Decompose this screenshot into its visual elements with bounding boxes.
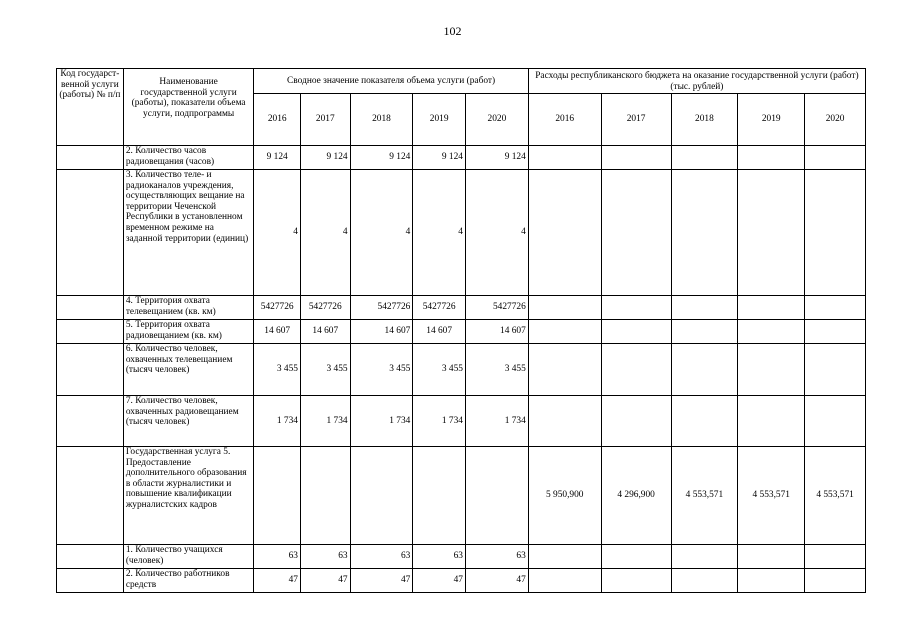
row-code bbox=[57, 146, 124, 170]
row-name: 4. Территория охвата телевещанием (кв. км) bbox=[123, 296, 254, 320]
expense-cell bbox=[671, 320, 738, 344]
expense-cell bbox=[805, 344, 866, 396]
table-row bbox=[57, 296, 866, 320]
expense-cell bbox=[671, 545, 738, 569]
volume-cell bbox=[254, 447, 301, 545]
expense-cell bbox=[805, 569, 866, 593]
volume-cell: 63 bbox=[465, 545, 528, 569]
expense-cell bbox=[601, 545, 671, 569]
volume-cell: 5427726 bbox=[413, 296, 466, 320]
volume-cell: 1 734 bbox=[350, 396, 413, 447]
expense-cell bbox=[805, 396, 866, 447]
expense-cell bbox=[738, 146, 805, 170]
expense-cell: 4 553,571 bbox=[671, 447, 738, 545]
expense-cell bbox=[601, 170, 671, 296]
expense-cell bbox=[738, 296, 805, 320]
volume-cell: 47 bbox=[413, 569, 466, 593]
row-code bbox=[57, 447, 124, 545]
expense-cell bbox=[738, 344, 805, 396]
volume-cell: 4 bbox=[465, 170, 528, 296]
volume-cell: 63 bbox=[350, 545, 413, 569]
row-code bbox=[57, 569, 124, 593]
volume-cell: 5427726 bbox=[465, 296, 528, 320]
expense-cell bbox=[805, 545, 866, 569]
volume-cell: 3 455 bbox=[300, 344, 350, 396]
volume-year-2018: 2018 bbox=[350, 94, 413, 146]
page-number: 102 bbox=[443, 24, 462, 38]
expense-cell bbox=[805, 146, 866, 170]
volume-cell: 9 124 bbox=[254, 146, 301, 170]
expense-year-2016: 2016 bbox=[528, 94, 601, 146]
expense-cell: 4 553,571 bbox=[805, 447, 866, 545]
expense-cell bbox=[601, 344, 671, 396]
expense-cell bbox=[671, 146, 738, 170]
row-name: 1. Количество учащихся (человек) bbox=[123, 545, 254, 569]
header-code: Код государст-венной услуги (работы) № п/п bbox=[57, 69, 124, 146]
expense-cell bbox=[738, 170, 805, 296]
row-code bbox=[57, 545, 124, 569]
expense-cell bbox=[528, 545, 601, 569]
row-name: 2. Количество работников средств bbox=[123, 569, 254, 593]
volume-cell: 63 bbox=[254, 545, 301, 569]
volume-cell: 9 124 bbox=[300, 146, 350, 170]
volume-cell: 14 607 bbox=[413, 320, 466, 344]
volume-cell: 1 734 bbox=[465, 396, 528, 447]
table-row bbox=[57, 447, 866, 545]
volume-cell: 14 607 bbox=[465, 320, 528, 344]
row-name: 2. Количество часов радиовещания (часов) bbox=[123, 146, 254, 170]
expense-cell: 4 296,900 bbox=[601, 447, 671, 545]
volume-cell: 1 734 bbox=[300, 396, 350, 447]
row-name: 5. Территория охвата радиовещанием (кв. км) bbox=[123, 320, 254, 344]
expense-cell bbox=[601, 396, 671, 447]
budget-table bbox=[56, 68, 866, 593]
volume-cell: 3 455 bbox=[465, 344, 528, 396]
expense-cell bbox=[738, 545, 805, 569]
volume-year-2019: 2019 bbox=[413, 94, 466, 146]
expense-cell bbox=[601, 320, 671, 344]
volume-cell: 47 bbox=[254, 569, 301, 593]
row-name: 6. Количество человек, охваченных телевещанием (тысяч человек) bbox=[123, 344, 254, 396]
row-code bbox=[57, 170, 124, 296]
table-row bbox=[57, 320, 866, 344]
table-row bbox=[57, 396, 866, 447]
table-row bbox=[57, 170, 866, 296]
expense-cell bbox=[601, 296, 671, 320]
expense-cell bbox=[528, 320, 601, 344]
volume-cell bbox=[300, 447, 350, 545]
expense-cell bbox=[601, 146, 671, 170]
volume-cell bbox=[413, 447, 466, 545]
expense-cell bbox=[671, 344, 738, 396]
volume-cell: 1 734 bbox=[254, 396, 301, 447]
expense-year-2018: 2018 bbox=[671, 94, 738, 146]
expense-cell bbox=[528, 146, 601, 170]
volume-cell: 4 bbox=[413, 170, 466, 296]
volume-cell: 47 bbox=[300, 569, 350, 593]
volume-cell: 5427726 bbox=[350, 296, 413, 320]
expense-cell bbox=[528, 296, 601, 320]
volume-cell: 47 bbox=[350, 569, 413, 593]
header-row-top bbox=[57, 69, 866, 94]
volume-cell: 5427726 bbox=[300, 296, 350, 320]
volume-cell: 3 455 bbox=[413, 344, 466, 396]
expense-cell: 5 950,900 bbox=[528, 447, 601, 545]
header-volume-group: Сводное значение показателя объема услуги (работ) bbox=[254, 69, 528, 94]
expense-cell bbox=[528, 344, 601, 396]
volume-cell: 5427726 bbox=[254, 296, 301, 320]
table-row bbox=[57, 569, 866, 593]
expense-cell bbox=[805, 296, 866, 320]
expense-cell bbox=[671, 296, 738, 320]
volume-cell: 47 bbox=[465, 569, 528, 593]
volume-cell: 14 607 bbox=[300, 320, 350, 344]
expense-cell bbox=[601, 569, 671, 593]
row-code bbox=[57, 344, 124, 396]
row-name: 3. Количество теле- и радиоканалов учреждения, осуществляющих вещание на территории Чеченской Республики в установленном временном режиме на заданной территории (единиц) bbox=[123, 170, 254, 296]
row-name: 7. Количество человек, охваченных радиовещанием (тысяч человек) bbox=[123, 396, 254, 447]
expense-cell bbox=[738, 569, 805, 593]
volume-cell: 1 734 bbox=[413, 396, 466, 447]
expense-cell bbox=[671, 170, 738, 296]
expense-year-2020: 2020 bbox=[805, 94, 866, 146]
row-code bbox=[57, 296, 124, 320]
header-name: Наименование государственной услуги (работы), показатели объема услуги, подпрограммы bbox=[123, 69, 254, 146]
expense-cell bbox=[528, 569, 601, 593]
expense-cell: 4 553,571 bbox=[738, 447, 805, 545]
volume-cell: 9 124 bbox=[350, 146, 413, 170]
volume-cell: 9 124 bbox=[413, 146, 466, 170]
volume-cell: 14 607 bbox=[350, 320, 413, 344]
row-name: Государственная услуга 5. Предоставление дополнительного образования в области журналистики и повышение квалификации журналистских кадров bbox=[123, 447, 254, 545]
expense-cell bbox=[671, 396, 738, 447]
volume-year-2017: 2017 bbox=[300, 94, 350, 146]
expense-cell bbox=[738, 396, 805, 447]
expense-cell bbox=[528, 396, 601, 447]
volume-cell: 4 bbox=[254, 170, 301, 296]
volume-cell: 14 607 bbox=[254, 320, 301, 344]
expense-cell bbox=[671, 569, 738, 593]
volume-cell: 63 bbox=[300, 545, 350, 569]
table-row bbox=[57, 545, 866, 569]
table-row bbox=[57, 344, 866, 396]
row-code bbox=[57, 396, 124, 447]
expense-cell bbox=[738, 320, 805, 344]
volume-year-2020: 2020 bbox=[465, 94, 528, 146]
volume-cell: 3 455 bbox=[350, 344, 413, 396]
expense-year-2019: 2019 bbox=[738, 94, 805, 146]
volume-cell: 3 455 bbox=[254, 344, 301, 396]
volume-cell bbox=[350, 447, 413, 545]
volume-cell: 9 124 bbox=[465, 146, 528, 170]
expense-cell bbox=[805, 320, 866, 344]
expense-cell bbox=[805, 170, 866, 296]
expense-cell bbox=[528, 170, 601, 296]
header-expense-group: Расходы республиканского бюджета на оказание государственной услуги (работ) (тыс. рублей) bbox=[528, 69, 865, 94]
expense-year-2017: 2017 bbox=[601, 94, 671, 146]
volume-cell: 63 bbox=[413, 545, 466, 569]
volume-cell bbox=[465, 447, 528, 545]
volume-cell: 4 bbox=[350, 170, 413, 296]
table-row bbox=[57, 146, 866, 170]
row-code bbox=[57, 320, 124, 344]
volume-year-2016: 2016 bbox=[254, 94, 301, 146]
volume-cell: 4 bbox=[300, 170, 350, 296]
